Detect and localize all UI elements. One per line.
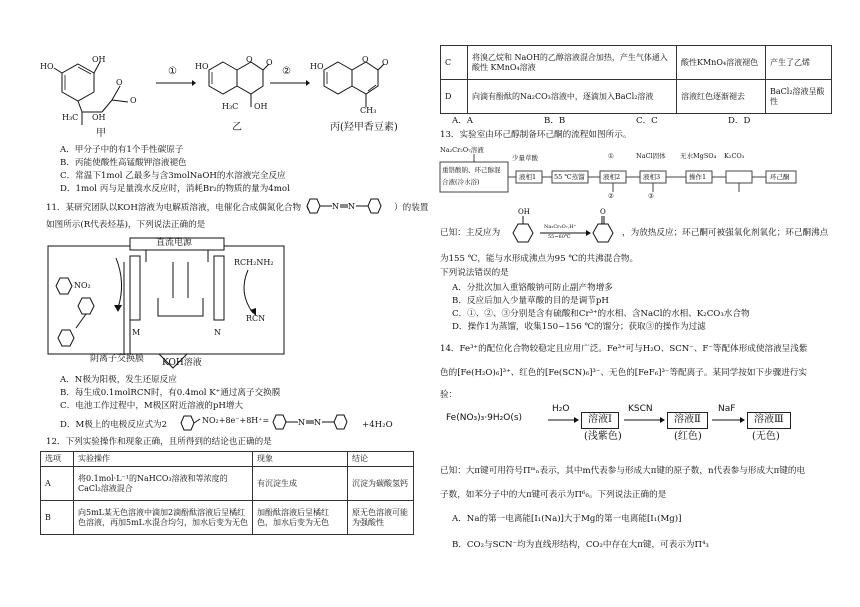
- q12-header-phenomenon: 现象: [253, 452, 348, 467]
- step1-arrow: [156, 80, 196, 86]
- q12-row-d-phenomenon: 溶液红色逐渐褪去: [677, 80, 766, 114]
- scheme-solution-3: 溶液Ⅲ: [747, 412, 791, 429]
- q12-row-b-conclusion: 原无色溶液可能为强酸性: [348, 501, 414, 535]
- q13-known-1b: ，为放热反应；环己酮可被强氧化剂氧化；环己酮沸点: [622, 228, 829, 238]
- flow-circle2: ②: [608, 192, 614, 200]
- q14-line2-a: 色的: [440, 368, 458, 378]
- q11-option-b: B．每生成0.1molRCN时，有0.4mol K⁺通过离子交换膜: [60, 388, 281, 398]
- scheme-color-2: (红色): [674, 431, 702, 442]
- flow-circle1: ①: [608, 152, 614, 160]
- cell-rch2nh2-label: RCH₂NH₂: [234, 258, 274, 267]
- flow-oxalic: 少量草酸: [512, 154, 538, 162]
- yi-atom-o2: O: [266, 58, 273, 67]
- q12-option-d: D．D: [728, 116, 751, 126]
- electrolysis-cell: [48, 238, 288, 368]
- q12-option-b: B．B: [544, 116, 566, 126]
- q11-option-d-suffix: +4H₂O: [362, 420, 393, 430]
- bing-atom-o: O: [362, 55, 369, 64]
- bing-atom-ch3: CH₃: [360, 106, 377, 115]
- q12-option-c: C．C: [636, 116, 658, 126]
- q13-ask: 下列说法错误的是: [440, 268, 509, 278]
- q14-line2-c: 、无色的: [600, 368, 635, 378]
- cell-electrode-n: N: [214, 328, 221, 337]
- cell-power-label: 直流电源: [156, 238, 193, 248]
- q14-complex-fluoride: [FeF₆]³⁻: [634, 368, 670, 378]
- q12-row-c-option: C: [441, 46, 468, 80]
- scheme-solution-2: 溶液Ⅱ: [667, 412, 708, 429]
- label-yi: 乙: [232, 122, 242, 133]
- q12-row-a-conclusion: 沉淀为碳酸氢钙: [348, 467, 414, 501]
- bing-atom-o2: O: [382, 58, 389, 67]
- yi-atom-o: O: [246, 55, 253, 64]
- flow-liquid3: 液相3: [643, 173, 661, 181]
- flow-box1-line2: 合液(冷水浴): [442, 178, 480, 186]
- q14-option-b: B．CO₂与SCN⁻均为直线形结构，CO₂中存在大π键，可表示为Π⁴₃: [452, 540, 709, 550]
- q13-option-b: B．反应后加入少量草酸的目的是调节pH: [452, 296, 609, 306]
- jia-atom-o1: O: [116, 78, 123, 87]
- label-jia: 甲: [96, 128, 106, 139]
- step2-label: ②: [282, 66, 291, 77]
- compound-jia-structure: [40, 50, 140, 130]
- q14-scheme: [446, 404, 786, 452]
- flow-box1-line1: 重铬酸钠、环己醇混: [442, 166, 501, 174]
- q14-line2-d: 等配离子。某同学按如下步骤进行实: [669, 368, 807, 378]
- q14-line3: 验：: [440, 390, 458, 400]
- q14-complex-thiocyanate: [Fe(SCN)₆]³⁻: [545, 368, 601, 378]
- table-row: [441, 80, 832, 114]
- svg-text:OH: OH: [518, 208, 530, 216]
- scheme-solution-1: 溶液Ⅰ: [581, 412, 619, 429]
- q11-stem-line2: 如图所示(R代表烃基)，下列说法正确的是: [46, 220, 206, 230]
- cell-electrode-m: M: [132, 328, 141, 337]
- q14-known-1: 已知：大π键可用符号Πᵐₙ表示，其中m代表参与形成大π键的原子数，n代表参与形成大π键的电: [440, 466, 806, 476]
- table-row: [41, 501, 414, 535]
- flow-reagent: Na₂Cr₂O₇溶液: [440, 146, 484, 154]
- jia-atom-oh2: OH: [92, 113, 106, 122]
- q12-row-b-option: B: [41, 501, 74, 535]
- flow-liquid1: 液相1: [519, 173, 537, 181]
- q14-line1: 14．Fe³⁺的配位化合物较稳定且应用广泛。Fe³⁺可与H₂O、SCN⁻、F⁻等配体形成使溶液呈浅紫: [440, 344, 808, 354]
- q10-option-b: B．丙能使酸性高锰酸钾溶液褪色: [60, 158, 187, 168]
- q12-row-a-phenomenon: 有沉淀生成: [253, 467, 348, 501]
- q11-stem-line1: 11．某研究团队以KOH溶液为电解质溶液，电催化合成偶氮化合物（: [46, 203, 310, 213]
- svg-text:O: O: [600, 208, 606, 216]
- q12-options: [452, 116, 792, 127]
- benzene-ring-bing: [324, 62, 352, 94]
- svg-text:N: N: [348, 202, 355, 211]
- scheme-color-1: (浅紫色): [584, 431, 622, 442]
- scheme-reagent-naf: NaF: [718, 404, 736, 414]
- q10-option-c: C．常温下1mol 乙最多与含3molNaOH的水溶液完全反应: [60, 171, 286, 181]
- q12-row-a-operation: 将0.1mol·L⁻¹的NaHCO₃溶液和等浓度的 CaCl₂溶液混合: [74, 467, 253, 501]
- jia-atom-ho: HO: [40, 62, 54, 71]
- q12-header-operation: 实验操作: [74, 452, 253, 467]
- step1-label: ①: [168, 66, 177, 77]
- bing-atom-ho: HO: [310, 62, 324, 71]
- q11-options: [60, 375, 420, 414]
- q14-line2: [440, 368, 807, 379]
- q14-option-a: A．Na的第一电离能[I₁(Na)]大于Mg的第一电离能[I₁(Mg)]: [452, 514, 682, 524]
- q11-stem-line1-end: ）的装置: [394, 203, 429, 213]
- flow-liquid2: 液相2: [603, 173, 621, 181]
- q12-row-d-operation: 向滴有酚酞的Na₂CO₃溶液中，逐滴加入BaCl₂溶液: [468, 80, 677, 114]
- cyclohexanol-ring: [513, 224, 533, 242]
- q11-d-nitrobenzene: [178, 413, 200, 433]
- q12-header-option: 选项: [41, 452, 74, 467]
- q13-option-d: D．操作1为蒸馏，收集150~156 ℃的馏分；获取③的操作为过滤: [452, 322, 706, 332]
- q10-options: [60, 145, 420, 197]
- flow-k2co3: K₂CO₃: [724, 152, 745, 160]
- q13-flowchart: [440, 146, 830, 202]
- flow-op1: 操作1: [689, 173, 707, 181]
- flow-circle3: ③: [648, 192, 654, 200]
- benzene-ring-jia: [62, 64, 94, 101]
- q12-table-right: [440, 45, 832, 114]
- q12-row-d-conclusion: BaCl₂溶液呈酸性: [766, 80, 832, 114]
- flow-product: 环己酮: [770, 173, 790, 181]
- flow-nacl: NaCl固体: [636, 152, 666, 160]
- q13-reaction-conditions: Na₂Cr₂O₇,H⁺: [544, 224, 577, 230]
- q14-known-2: 子数，如苯分子中的大π键可表示为Π⁶₆。下列说法正确的是: [440, 490, 667, 500]
- yi-atom-ho: HO: [195, 62, 209, 71]
- q11-option-c: C．电池工作过程中，M极区附近溶液的pH增大: [60, 401, 244, 411]
- q13-stem: 13．实验室由环己醇制备环己酮的流程如图所示。: [440, 130, 632, 140]
- q12-row-b-operation: 向5mL某无色溶液中滴加2滴酚酞溶液后呈橘红色溶液，再加5mL水混合均匀，加水后变为无色: [74, 501, 253, 535]
- svg-text:N: N: [332, 202, 339, 211]
- q12-row-c-operation: 将溴乙烷和 NaOH的乙醇溶液混合加热，产生气体通入酸性 KMnO₄溶液: [468, 46, 677, 80]
- yi-atom-h3c: H₃C: [222, 102, 239, 111]
- q13-options: [452, 283, 832, 335]
- cell-no2-label: NO₂: [74, 281, 91, 290]
- cell-rcn-label: RCN: [246, 314, 266, 323]
- jia-atom-oh: OH: [92, 55, 106, 64]
- benzene-ring-yi: [209, 62, 237, 94]
- q12-row-b-phenomenon: 加酚酞溶液后呈橘红色，加水后变为无色: [253, 501, 348, 535]
- q11-d-azo-product: [268, 412, 360, 434]
- scheme-start: Fe(NO₃)₃·9H₂O(s): [446, 413, 523, 423]
- scheme-reagent-h2o: H₂O: [552, 404, 570, 414]
- q12-row-d-option: D: [441, 80, 468, 114]
- svg-text:N: N: [298, 418, 305, 427]
- jia-atom-h3c: H₃C: [62, 113, 79, 122]
- q13-known-1: 已知：主反应为: [440, 228, 501, 238]
- table-row: [441, 46, 832, 80]
- q13-option-c: C．①、②、③分别是含有硫酸和Cr³⁺的水相、含NaCl的水相、K₂CO₃水合物: [452, 309, 750, 319]
- q10-option-d: D．1mol 丙与足量溴水反应时，消耗Br₂的物质的量为4mol: [60, 184, 290, 194]
- q13-reaction-temperature: 55~60℃: [548, 234, 571, 240]
- table-row: [41, 467, 414, 501]
- q13-option-a: A．分批次加入重铬酸钠可防止副产物增多: [452, 283, 613, 293]
- q12-option-a: A．A: [452, 116, 474, 126]
- q11-option-d-prefix: D．M极上的电极反应式为2: [60, 420, 168, 430]
- cyclohexanone-ring: [593, 224, 613, 242]
- q12-table-header: [41, 452, 414, 467]
- scheme-color-3: (无色): [752, 431, 780, 442]
- cell-membrane-label: 阴离子交换膜: [90, 354, 145, 364]
- q11-option-a: A．N极为阳极，发生还原反应: [60, 375, 177, 385]
- q12-row-a-option: A: [41, 467, 74, 501]
- flow-mgso4: 无水MgSO₄: [680, 152, 717, 160]
- q12-table-left: [40, 451, 414, 535]
- scheme-reagent-kscn: KSCN: [628, 404, 653, 414]
- q14-line2-b: 、红色的: [510, 368, 545, 378]
- svg-text:N: N: [314, 418, 321, 427]
- q14-complex-hexaaqua: [Fe(H₂O)₆]³⁺: [457, 368, 511, 378]
- q13-known-2: 为155 ℃，能与水形成沸点为95 ℃的共沸混合物。: [440, 254, 639, 264]
- q12-header-conclusion: 结论: [348, 452, 414, 467]
- q12-row-c-phenomenon: 酸性KMnO₄溶液褪色: [677, 46, 766, 80]
- q12-stem: 12．下列实验操作和现象正确，且所得到的结论也正确的是: [46, 437, 272, 447]
- compound-yi-structure: [205, 52, 285, 122]
- q12-row-c-conclusion: 产生了乙烯: [766, 46, 832, 80]
- flow-distill: 55 ℃蒸馏: [554, 173, 585, 181]
- jia-atom-o2: O: [130, 96, 137, 105]
- azo-compound-inline: [302, 196, 394, 216]
- cell-koh-label: KOH溶液: [162, 358, 202, 368]
- label-bing: 丙(羟甲香豆素): [330, 122, 398, 133]
- q11-option-d-mid: NO₂+8e⁻+8H⁺=: [202, 416, 270, 425]
- q10-option-a: A．甲分子中的有1个手性碳原子: [60, 145, 184, 155]
- yi-atom-oh: OH: [254, 102, 268, 111]
